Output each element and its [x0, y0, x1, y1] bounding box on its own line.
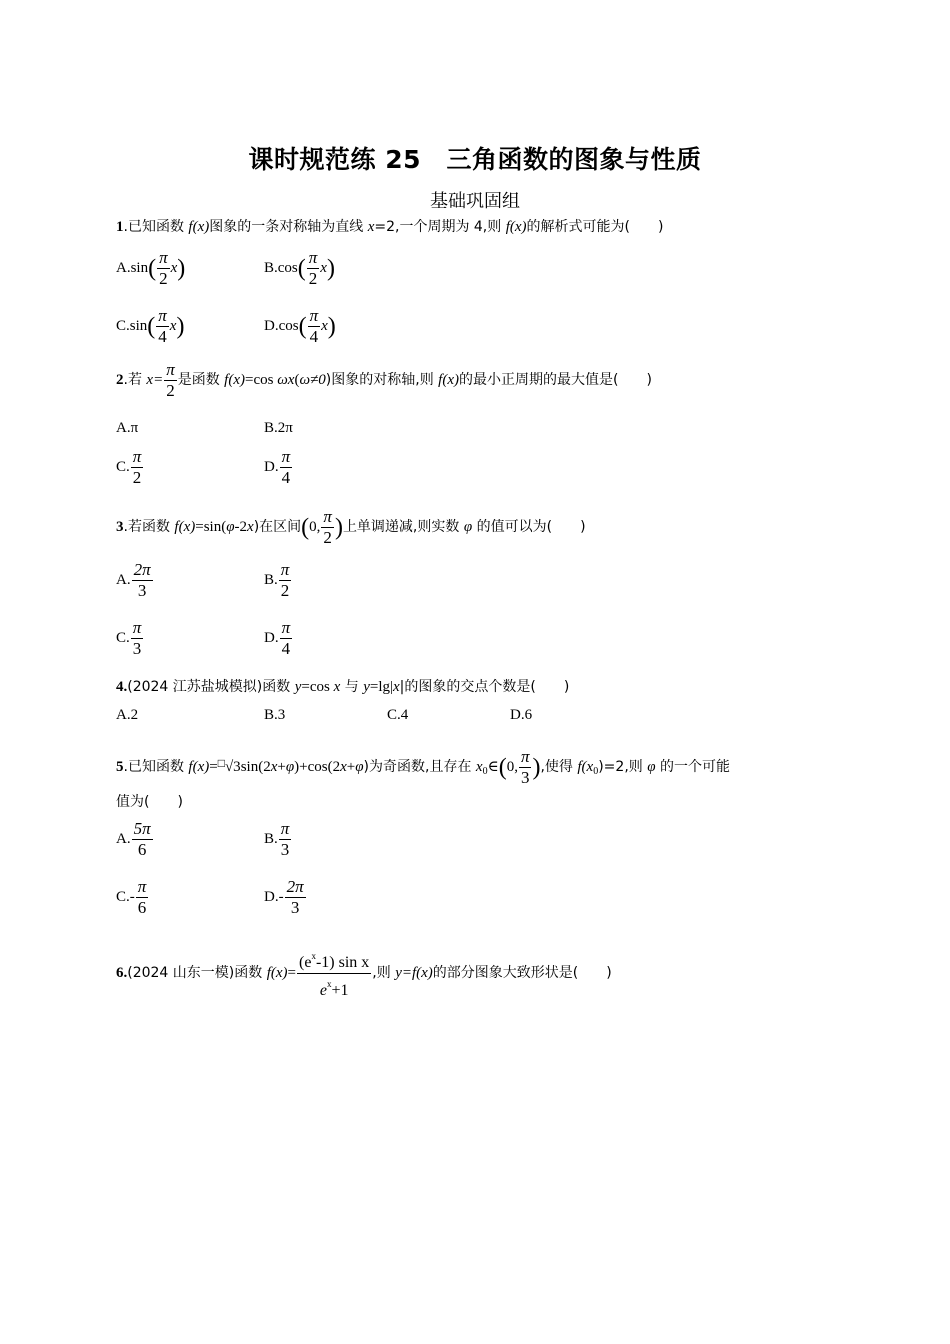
- fraction: $\frac{\pi}{4}$: [309, 306, 319, 346]
- question-5-stem: 5.已知函数 f(x)=□√3sin(2x+φ)+cos(2x+φ)为奇函数,且存在 $x_0\in(0$, $\frac{\pi}{3}$ ),使得 $f(x_0)=2$,则 φ 的一个可能: [116, 747, 730, 787]
- option-a: A. $\frac{2\pi}{3}$: [116, 560, 151, 600]
- question-6-stem: 6.(2024 山东一模)函数 f(x)= $\frac{(e^x-1) \sin x}{e^x+1}$ ,则 y=f(x)的部分图象大致形状是( ): [116, 946, 612, 1001]
- option-b: B.cos( $\frac{\pi}{2}$ x): [264, 248, 335, 288]
- question-number: 3: [116, 518, 124, 535]
- fraction: $\frac{\pi}{2}$: [166, 360, 175, 400]
- question-number: 6: [116, 964, 124, 981]
- question-5-stem-continued: 值为( ): [116, 794, 183, 810]
- question-number: 4: [116, 679, 124, 695]
- fraction: $\frac{\pi}{2}$: [132, 447, 142, 487]
- fraction: $\frac{\pi}{2}$: [280, 560, 290, 600]
- option-c: C.4: [387, 707, 409, 723]
- page-title: 课时规范练 25 三角函数的图象与性质: [248, 145, 702, 174]
- question-3-stem: 3.若函数 f(x)=sin(φ-2x)在区间(0, $\frac{\pi}{2}$ )上单调递减,则实数 φ 的值可以为( ): [116, 507, 586, 547]
- fraction: $\frac{\pi}{4}$: [281, 618, 291, 658]
- option-c: C.sin( $\frac{\pi}{4}$ x): [116, 306, 185, 346]
- fraction: $\frac{\pi}{6}$: [137, 877, 147, 917]
- fraction: $\frac{2\pi}{3}$: [133, 560, 151, 600]
- question-number: 2: [116, 371, 124, 388]
- option-a: A.sin( $\frac{\pi}{2}$ x): [116, 248, 186, 288]
- option-b: B. $\frac{\pi}{2}$: [264, 560, 290, 600]
- option-d: D.- $\frac{2\pi}{3}$: [264, 877, 304, 917]
- option-d: D.6: [510, 707, 533, 723]
- question-source: (2024 山东一模): [127, 964, 235, 981]
- option-c: C.- $\frac{\pi}{6}$: [116, 877, 147, 917]
- option-a: A.2: [116, 707, 139, 723]
- option-c: C. $\frac{\pi}{2}$: [116, 447, 142, 487]
- fraction: $\frac{\pi}{2}$: [159, 248, 168, 288]
- option-d: D. $\frac{\pi}{4}$: [264, 447, 291, 487]
- fraction: $\frac{2\pi}{3}$: [286, 877, 304, 917]
- question-number: 5: [116, 758, 124, 775]
- section-heading: 基础巩固组: [430, 191, 520, 212]
- option-d: D.cos( $\frac{\pi}{4}$ x): [264, 306, 336, 346]
- option-a: A. $\frac{5\pi}{6}$: [116, 819, 151, 859]
- fraction: $\frac{\pi}{4}$: [158, 306, 167, 346]
- option-b: B. $\frac{\pi}{3}$: [264, 819, 290, 859]
- fraction: $\frac{\pi}{3}$: [132, 618, 142, 658]
- option-c: C. $\frac{\pi}{3}$: [116, 618, 142, 658]
- fraction: $\frac{5\pi}{6}$: [133, 819, 151, 859]
- option-b: B.2π: [264, 420, 293, 436]
- option-b: B.3: [264, 707, 286, 723]
- option-a: A.π: [116, 420, 139, 436]
- fraction: $\frac{\pi}{4}$: [281, 447, 291, 487]
- question-4-stem: 4.(2024 江苏盐城模拟)函数 y=cos x 与 y=lg|x|的图象的交点个数是( ): [116, 679, 570, 695]
- option-d: D. $\frac{\pi}{4}$: [264, 618, 291, 658]
- fraction: $\frac{\pi}{2}$: [308, 248, 318, 288]
- fraction: $\frac{\pi}{3}$: [280, 819, 290, 859]
- question-2-stem: 2.若 x= $\frac{\pi}{2}$ 是函数 f(x)=cos ωx(ω≠0)图象的对称轴,则 f(x)的最小正周期的最大值是( ): [116, 360, 652, 400]
- fraction: $\frac{\pi}{2}$: [323, 507, 332, 547]
- question-1-stem: 1.已知函数 f(x)图象的一条对称轴为直线 x=2,一个周期为 4,则 f(x)的解析式可能为( ): [116, 219, 664, 235]
- fraction: $\frac{(e^x-1) \sin x}{e^x+1}$: [297, 946, 371, 1001]
- question-source: (2024 江苏盐城模拟): [127, 679, 263, 695]
- fraction: $\frac{\pi}{3}$: [520, 747, 530, 787]
- question-number: 1: [116, 219, 124, 235]
